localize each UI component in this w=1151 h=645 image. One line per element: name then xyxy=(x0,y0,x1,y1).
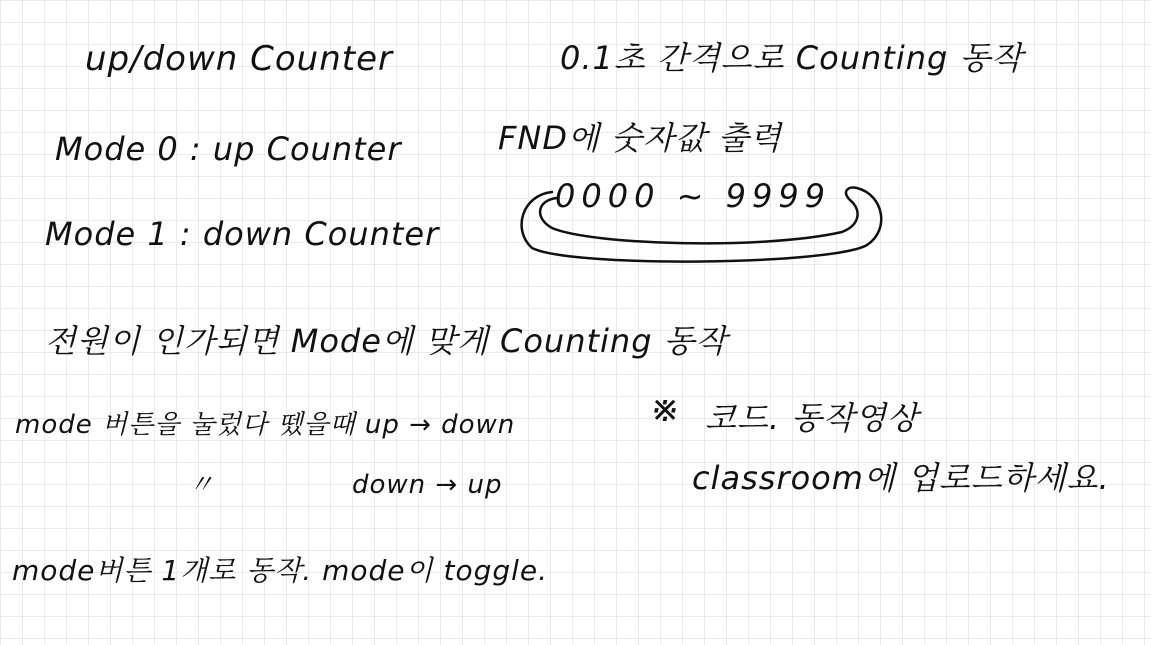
upload-line2: classroom에 업로드하세요. xyxy=(692,459,1110,497)
upload-line1: 코드. 동작영상 xyxy=(705,399,919,437)
button-behavior-line1: mode 버튼을 눌렀다 뗐을때 up → down xyxy=(15,410,516,440)
mode1-description: Mode 1 : down Counter xyxy=(45,215,440,253)
interval-note: 0.1초 간격으로 Counting 동작 xyxy=(560,39,1024,77)
power-on-note: 전원이 인가되면 Mode에 맞게 Counting 동작 xyxy=(45,322,728,360)
single-button-note: mode버튼 1개로 동작. mode이 toggle. xyxy=(12,554,549,587)
counter-range: 0000 ~ 9999 xyxy=(555,177,832,215)
button-behavior-line2: down → up xyxy=(352,470,503,500)
note-title: up/down Counter xyxy=(85,39,394,79)
mode0-description: Mode 0 : up Counter xyxy=(55,130,402,168)
range-loop-arrow xyxy=(512,170,892,270)
fnd-output-note: FND에 숫자값 출력 xyxy=(498,119,782,157)
upload-mark: ※ xyxy=(650,389,682,430)
ditto-mark: 〃 xyxy=(188,470,216,500)
